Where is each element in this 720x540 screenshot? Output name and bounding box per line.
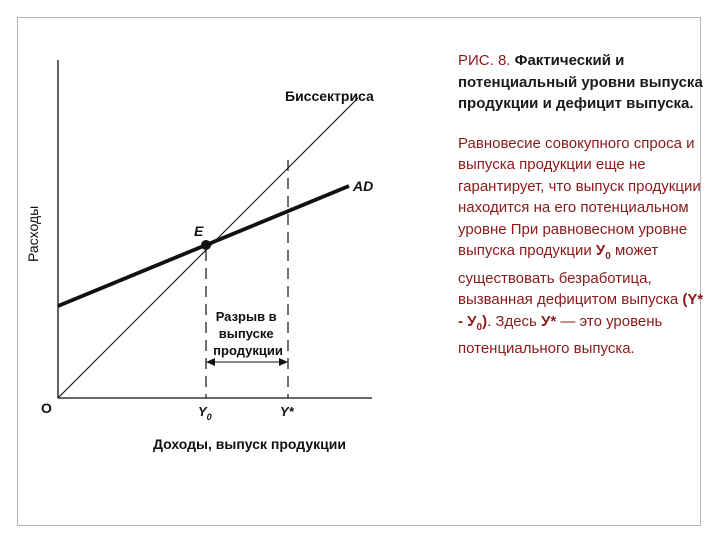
text-panel bbox=[458, 50, 706, 360]
gap-arrow-left-head bbox=[206, 358, 215, 366]
figure-title-text: Фактический и потенциальный уровни выпуска продукции и дефицит выпуска. bbox=[458, 52, 703, 112]
y0-letter: Y bbox=[198, 404, 207, 419]
desc-part-4: — это уровень потенциального выпуска. bbox=[458, 312, 663, 357]
equilibrium-point bbox=[201, 240, 211, 250]
gap-label-line-3: продукции bbox=[213, 343, 283, 358]
figure-description bbox=[458, 133, 706, 360]
desc-part-1: Равновесие совокупного спроса и выпуска продукции еще не гарантирует, что выпуск продукции находится на его потенциальном уровне При равновесном уровне выпуска продукции bbox=[458, 134, 701, 259]
equilibrium-label: E bbox=[194, 223, 204, 239]
origin-label: O bbox=[41, 400, 52, 416]
figure-title bbox=[458, 50, 706, 115]
ystar-label: Y* bbox=[280, 404, 294, 419]
desc-y0 bbox=[595, 242, 611, 262]
y0-subscript: 0 bbox=[206, 412, 212, 422]
desc-gap-sub: 0 bbox=[476, 321, 483, 333]
figure-number: РИС. 8. bbox=[458, 52, 511, 69]
gap-label bbox=[213, 309, 283, 358]
gap-label-line-2: выпуске bbox=[218, 326, 274, 341]
bisector-label: Биссектриса bbox=[285, 88, 374, 104]
gap-label-line-1: Разрыв в bbox=[215, 309, 277, 324]
x-axis-label: Доходы, выпуск продукции bbox=[153, 436, 346, 452]
desc-gap-close: ) bbox=[482, 312, 488, 330]
ad-label: AD bbox=[353, 178, 374, 194]
y-axis-label: Расходы bbox=[25, 205, 41, 262]
gap-arrow-right-head bbox=[279, 358, 288, 366]
y0-label bbox=[198, 404, 212, 422]
desc-part-3: . Здесь bbox=[487, 312, 542, 330]
desc-gap-text: (Y* - У bbox=[458, 291, 704, 330]
desc-y0-sub: 0 bbox=[605, 251, 611, 262]
desc-y0-letter: У bbox=[595, 242, 606, 259]
desc-part-2: может существовать безработица, вызванная дефицитом выпуска bbox=[458, 242, 683, 308]
desc-ystar: У* bbox=[541, 312, 557, 330]
